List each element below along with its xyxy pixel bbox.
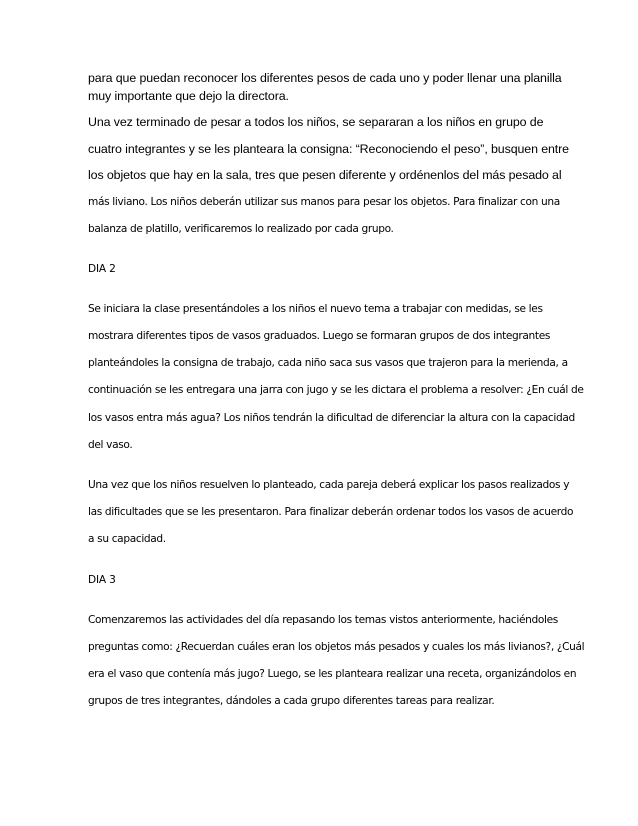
day-2-result-line-2: las dificultades que se les presentaron. Para finalizar deberán ordenar todos los vasos de acuerdo (88, 506, 574, 518)
day-3-paragraph-line-3: era el vaso que contenía más jugo? Luego, se les planteara realizar una receta, organizándolos en (88, 668, 577, 680)
day-2-paragraph-line-5: los vasos entra más agua? Los niños tendrán la dificultad de diferenciar la altura con la capacidad (88, 412, 575, 424)
day-3-paragraph-line-1: Comenzaremos las actividades del día repasando los temas vistos anteriormente, haciéndoles (88, 614, 558, 626)
paragraph-2-line-1: Una vez terminado de pesar a todos los niños, se separaran a los niños en grupo de (88, 115, 544, 129)
day-2-paragraph-line-1: Se iniciara la clase presentándoles a los niños el nuevo tema a trabajar con medidas, se les (88, 303, 543, 315)
paragraph-1-line-1: para que puedan reconocer los diferentes pesos de cada uno y poder llenar una planilla (88, 71, 562, 85)
paragraph-2-line-5: balanza de platillo, verificaremos lo realizado por cada grupo. (88, 223, 394, 235)
day-2-paragraph-line-3: planteándoles la consigna de trabajo, cada niño saca sus vasos que trajeron para la merienda, a (88, 357, 568, 369)
day-3-paragraph-line-4: grupos de tres integrantes, dándoles a cada grupo diferentes tareas para realizar. (88, 695, 495, 707)
day-3-heading: DIA 3 (88, 574, 116, 586)
day-2-result-line-1: Una vez que los niños resuelven lo planteado, cada pareja deberá explicar los pasos realizados y (88, 479, 570, 491)
paragraph-2-line-3: los objetos que hay en la sala, tres que pesen diferente y ordénenlos del más pesado al (88, 168, 562, 182)
paragraph-1-line-2: muy importante que dejo la directora. (88, 89, 289, 103)
paragraph-2-line-2: cuatro integrantes y se les planteara la consigna: “Reconociendo el peso”, busquen entre (88, 142, 569, 156)
day-2-paragraph-line-4: continuación se les entregara una jarra con jugo y se les dictara el problema a resolver: ¿En cuál de (88, 384, 584, 396)
day-2-paragraph-line-2: mostrara diferentes tipos de vasos graduados. Luego se formaran grupos de dos integrantes (88, 330, 551, 342)
day-2-result-line-3: a su capacidad. (88, 533, 166, 545)
day-2-heading: DIA 2 (88, 263, 116, 275)
paragraph-2-line-4: más liviano. Los niños deberán utilizar sus manos para pesar los objetos. Para finalizar con una (88, 196, 560, 208)
day-2-paragraph-line-6: del vaso. (88, 439, 133, 451)
day-3-paragraph-line-2: preguntas como: ¿Recuerdan cuáles eran los objetos más pesados y cuales los más livianos?, ¿Cuál (88, 641, 585, 653)
